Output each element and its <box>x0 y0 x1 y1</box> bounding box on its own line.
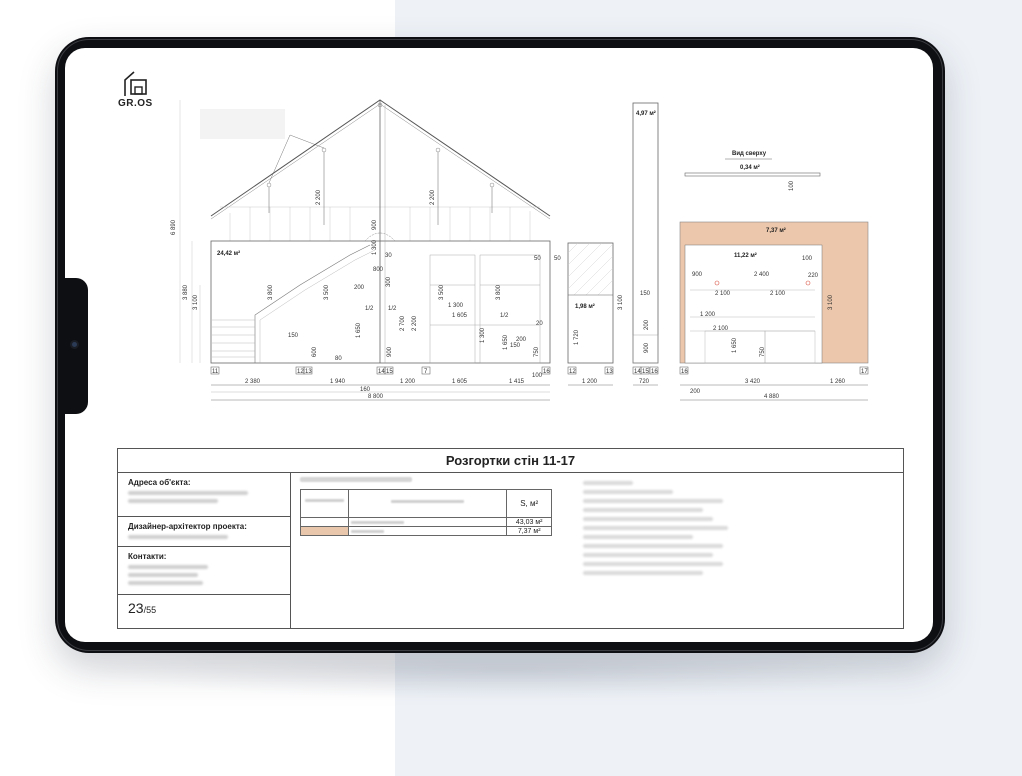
dim-80: 80 <box>335 356 342 362</box>
dim-b-100: 100 <box>532 373 543 379</box>
spec-row-2 <box>301 526 551 535</box>
spec-row-2-name <box>349 527 508 535</box>
dim-30: 30 <box>385 253 392 259</box>
dim-b-8800: 8 800 <box>368 394 384 400</box>
axis-16-right: 16 <box>681 369 688 375</box>
spec-row-2-swatch <box>301 527 349 535</box>
dim-c-200: 200 <box>644 319 650 330</box>
area-top-view: 0,34 м² <box>740 165 760 171</box>
dim-r-3100: 3 100 <box>828 294 834 310</box>
spec-row-2-area: 7,37 м² <box>517 528 541 535</box>
dim-r-2100-c: 2 100 <box>713 326 729 332</box>
dim-r-100-top: 100 <box>789 180 795 191</box>
dim-200-b: 200 <box>516 337 527 343</box>
axis-13: 13 <box>305 369 312 375</box>
spec-row-1-swatch <box>301 518 349 526</box>
bottom-dimension-line <box>211 367 550 400</box>
main-elevation <box>171 100 561 363</box>
dim-1300-c: 1 300 <box>480 327 486 343</box>
dim-r-2400: 2 400 <box>754 272 770 278</box>
page-number <box>128 600 156 616</box>
spec-col-area: S, м² <box>520 499 539 508</box>
axis-17-right: 17 <box>861 369 868 375</box>
dim-r-200: 200 <box>690 389 701 395</box>
area-main-wall: 24,42 м² <box>217 251 241 257</box>
dim-1300: 1 300 <box>372 239 378 255</box>
dim-800: 800 <box>373 267 384 273</box>
right-elevation <box>680 151 868 400</box>
axis-14: 14 <box>378 369 385 375</box>
designer-label: Дизайнер-архітектор проекта: <box>128 522 247 531</box>
dim-r-220: 220 <box>808 273 819 279</box>
camera-icon <box>70 340 79 349</box>
spec-row-1-area: 43,03 м² <box>515 519 543 526</box>
dim-1300-b: 1 300 <box>448 303 464 309</box>
address-cell <box>118 473 291 517</box>
dim-1-2-a: 1/2 <box>365 306 374 312</box>
area-column: 4,97 м² <box>636 111 656 117</box>
dim-750: 750 <box>534 346 540 357</box>
address-redacted <box>128 491 248 495</box>
contacts-label: Контакти: <box>128 552 167 561</box>
axis-13-side: 13 <box>606 369 613 375</box>
designer-cell <box>118 517 291 547</box>
title-block <box>117 448 904 629</box>
top-view-label: Вид сверху <box>732 151 767 157</box>
dim-20: 20 <box>536 321 543 327</box>
dim-r-2100-b: 2 100 <box>770 291 786 297</box>
dim-c-900: 900 <box>644 342 650 353</box>
finish-spec <box>300 477 570 489</box>
contacts-cell <box>118 547 291 595</box>
dim-1-2-b: 1/2 <box>388 306 397 312</box>
spec-col-name <box>349 490 508 517</box>
dim-c-150: 150 <box>640 291 651 297</box>
dim-150: 150 <box>288 333 299 339</box>
page-current: 23 <box>128 600 144 616</box>
dim-b-160: 160 <box>360 387 371 393</box>
dim-b-1200: 1 200 <box>400 379 416 385</box>
dim-2200-right: 2 200 <box>430 189 436 205</box>
dim-900: 900 <box>372 219 378 230</box>
address-label: Адреса об'єкта: <box>128 478 191 487</box>
page-total: /55 <box>143 605 157 615</box>
dim-r-900: 900 <box>692 272 703 278</box>
dim-2200: 2 200 <box>412 315 418 331</box>
dim-3880-stair: 3 800 <box>268 284 274 300</box>
dim-r-1650: 1 650 <box>732 337 738 353</box>
dim-50-a: 50 <box>534 256 541 262</box>
contacts-redacted-3 <box>128 581 203 585</box>
dim-c-1200: 1 200 <box>582 379 598 385</box>
dim-3800: 3 800 <box>496 284 502 300</box>
sheet-title: Розгортки стін 11-17 <box>118 449 903 473</box>
dim-3100: 3 100 <box>193 294 199 310</box>
area-right-main: 11,22 м² <box>734 253 757 259</box>
dim-3880: 3 880 <box>183 284 189 300</box>
side-elevation <box>568 243 624 385</box>
spec-header-row <box>301 490 551 517</box>
dim-3500: 3 500 <box>324 284 330 300</box>
area-side: 1,98 м² <box>575 304 595 310</box>
spec-heading-redacted <box>300 477 412 482</box>
area-right-upper: 7,37 м² <box>766 228 786 234</box>
dim-b-1605: 1 605 <box>452 379 468 385</box>
dim-r-2100-a: 2 100 <box>715 291 731 297</box>
dim-r-3420: 3 420 <box>745 379 761 385</box>
dim-50-b: 50 <box>554 256 561 262</box>
dim-b-1415: 1 415 <box>509 379 525 385</box>
dim-2700: 2 700 <box>400 315 406 331</box>
dim-c-720: 720 <box>639 379 650 385</box>
contacts-redacted-2 <box>128 573 198 577</box>
dim-c-1720: 1 720 <box>574 329 580 345</box>
axis-12-side: 12 <box>569 369 576 375</box>
dim-600: 600 <box>312 346 318 357</box>
dim-1650: 1 650 <box>356 322 362 338</box>
dim-2200-left: 2 200 <box>316 189 322 205</box>
dim-300: 300 <box>386 276 392 287</box>
dim-1605-a: 1 605 <box>452 313 468 319</box>
address-redacted-2 <box>128 499 218 503</box>
contacts-redacted <box>128 565 208 569</box>
dim-900-low: 900 <box>387 346 393 357</box>
dim-6890: 6 890 <box>171 219 177 235</box>
dim-r-750: 750 <box>760 346 766 357</box>
axis-15-col: 15 <box>642 369 649 375</box>
dim-1-2-c: 1/2 <box>500 313 509 319</box>
column-elevation <box>633 103 658 385</box>
dim-b-1940: 1 940 <box>330 379 346 385</box>
dim-r-4880: 4 880 <box>764 394 780 400</box>
logo-text: GR.OS <box>118 98 153 109</box>
spec-row-1 <box>301 517 551 526</box>
dim-c-3100: 3 100 <box>618 294 624 310</box>
dim-200: 200 <box>354 285 365 291</box>
dim-150-b: 150 <box>510 343 521 349</box>
dim-b-2380: 2 380 <box>245 379 261 385</box>
spec-table <box>300 489 552 536</box>
axis-12: 12 <box>297 369 304 375</box>
notes-block <box>583 481 733 580</box>
dim-r-1260: 1 260 <box>830 379 846 385</box>
axis-11: 11 <box>212 369 219 375</box>
designer-redacted <box>128 535 228 539</box>
dim-3500-b: 3 500 <box>439 284 445 300</box>
spec-row-1-name <box>349 518 508 526</box>
axis-14-col: 14 <box>634 369 641 375</box>
axis-16: 16 <box>543 369 550 375</box>
axis-16-col: 16 <box>651 369 658 375</box>
dim-1650-b: 1 650 <box>503 334 509 350</box>
wall-elevation-drawing <box>160 95 880 410</box>
dim-r-100: 100 <box>802 256 813 262</box>
axis-15: 15 <box>386 369 393 375</box>
dim-r-1200: 1 200 <box>700 312 716 318</box>
spec-col-legend <box>301 490 349 517</box>
axis-7: 7 <box>424 369 428 375</box>
title-block-info <box>118 473 291 628</box>
